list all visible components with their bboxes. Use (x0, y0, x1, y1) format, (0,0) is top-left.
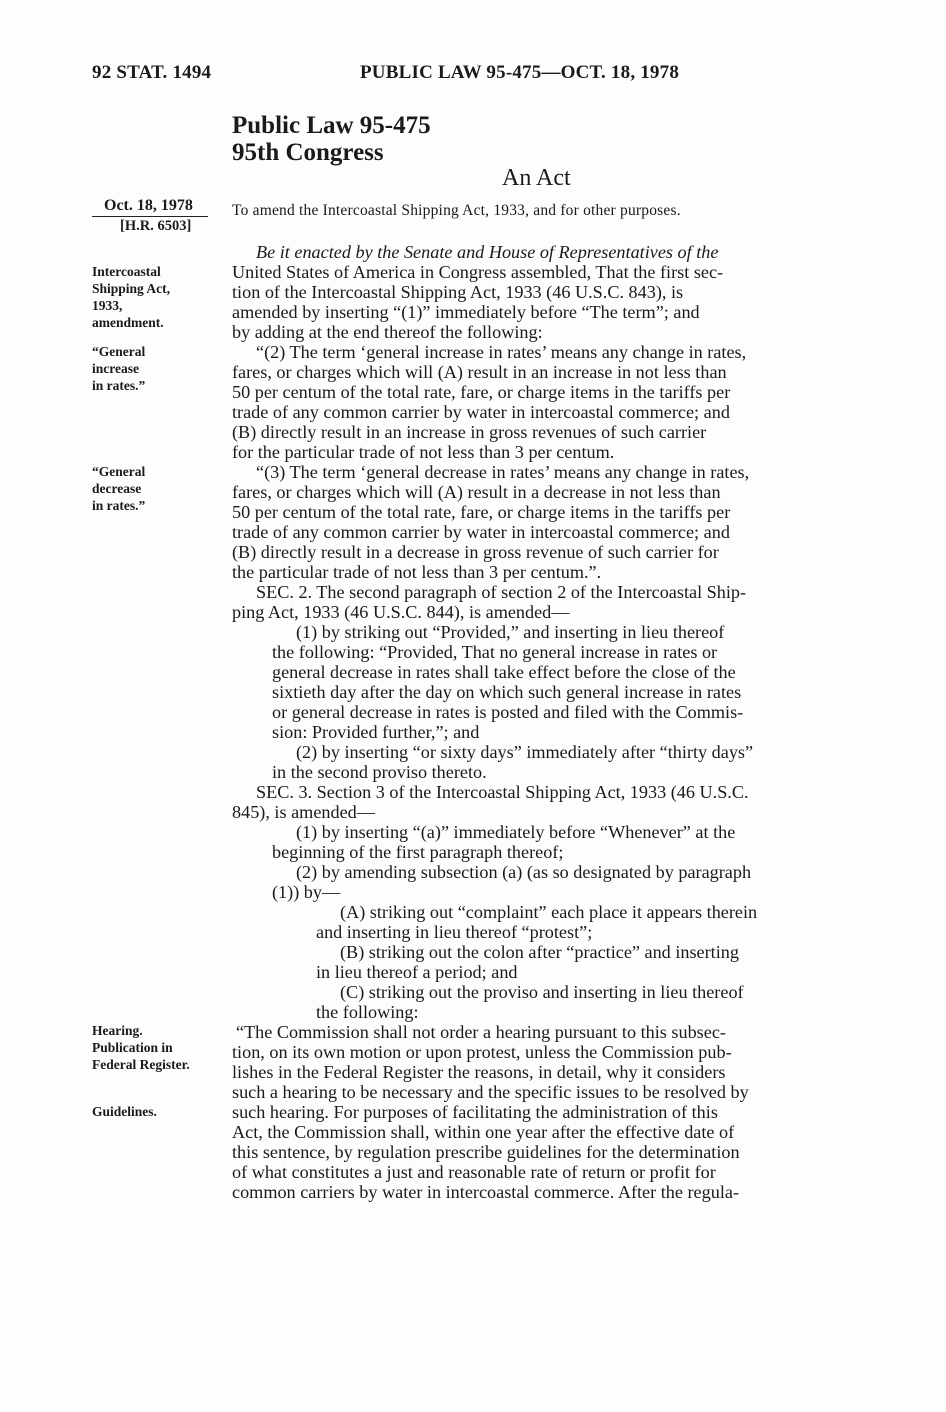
body-line: (B) striking out the colon after “practice” and inserting (340, 942, 739, 962)
body-line: (1)) by— (272, 882, 341, 902)
body-line: sion: Provided further,”; and (272, 722, 480, 742)
body-line: 50 per centum of the total rate, fare, or charge items in the tariffs per (232, 502, 731, 522)
body-line: 845), is amended— (232, 802, 375, 822)
body-line: 50 per centum of the total rate, fare, or charge items in the tariffs per (232, 382, 731, 402)
body-line: such a hearing to be necessary and the specific issues to be resolved by (232, 1082, 749, 1102)
body-line: in the second proviso thereto. (272, 762, 487, 782)
date-rule (92, 216, 208, 217)
body-line: lishes in the Federal Register the reasons, in detail, why it considers (232, 1062, 726, 1082)
body-line: “The Commission shall not order a hearing pursuant to this subsec- (236, 1022, 726, 1042)
body-line: (2) by amending subsection (a) (as so designated by paragraph (296, 862, 752, 882)
body-line: (C) striking out the proviso and inserting in lieu thereof (340, 982, 744, 1002)
body-line: (1) by striking out “Provided,” and inserting in lieu thereof (296, 622, 725, 642)
body-line: fares, or charges which will (A) result in a decrease in not less than (232, 482, 721, 502)
body-line: by adding at the end thereof the following: (232, 322, 543, 342)
margin-note-general-increase: “General increase in rates.” (92, 344, 146, 393)
act-purpose: To amend the Intercoastal Shipping Act, 1933, and for other purposes. (232, 202, 681, 219)
law-number: Public Law 95-475 (232, 112, 431, 139)
margin-note-amendment: Intercoastal Shipping Act, 1933, amendment. (92, 264, 171, 330)
body-line: United States of America in Congress assembled, That the first sec- (232, 262, 724, 282)
bill-number: [H.R. 6503] (120, 218, 192, 234)
body-line: and inserting in lieu thereof “protest”; (316, 922, 593, 942)
body-line: tion of the Intercoastal Shipping Act, 1933 (46 U.S.C. 843), is (232, 282, 684, 302)
body-line: common carriers by water in intercoastal commerce. After the regula- (232, 1182, 740, 1202)
body-line: (1) by inserting “(a)” immediately before “Whenever” at the (296, 822, 736, 842)
margin-note-general-decrease: “General decrease in rates.” (92, 464, 146, 513)
body-line: fares, or charges which will (A) result in an increase in not less than (232, 362, 727, 382)
body-line: such hearing. For purposes of facilitating the administration of this (232, 1102, 718, 1122)
body-line: of what constitutes a just and reasonable rate of return or profit for (232, 1162, 716, 1182)
body-line: (B) directly result in an increase in gross revenues of such carrier (232, 422, 707, 442)
body-line: the following: “Provided, That no general increase in rates or (272, 642, 718, 662)
body-line: this sentence, by regulation prescribe guidelines for the determination (232, 1142, 740, 1162)
body-line: SEC. 3. Section 3 of the Intercoastal Shipping Act, 1933 (46 U.S.C. (256, 782, 749, 802)
running-head: PUBLIC LAW 95-475—OCT. 18, 1978 (360, 62, 680, 83)
body-line: general decrease in rates shall take effect before the close of the (272, 662, 736, 682)
margin-note-hearing: Hearing. Publication in Federal Register. (92, 1023, 190, 1072)
body-line: tion, on its own motion or upon protest, unless the Commission pub- (232, 1042, 732, 1062)
congress-number: 95th Congress (232, 139, 384, 166)
body-line: sixtieth day after the day on which such general increase in rates (272, 682, 742, 702)
body-line: the particular trade of not less than 3 per centum.”. (232, 562, 602, 582)
body-line: SEC. 2. The second paragraph of section 2 of the Intercoastal Ship- (256, 582, 747, 602)
body-line: beginning of the first paragraph thereof; (272, 842, 564, 862)
body-line: for the particular trade of not less than 3 per centum. (232, 442, 615, 462)
body-line: in lieu thereof a period; and (316, 962, 518, 982)
body-line: or general decrease in rates is posted and filed with the Commis- (272, 702, 744, 722)
body-line: Be it enacted by the Senate and House of Representatives of the (256, 242, 719, 262)
margin-note-guidelines: Guidelines. (92, 1104, 157, 1119)
body-line: trade of any common carrier by water in intercoastal commerce; and (232, 402, 730, 422)
body-line: Act, the Commission shall, within one year after the effective date of (232, 1122, 735, 1142)
body-line: ping Act, 1933 (46 U.S.C. 844), is amended— (232, 602, 570, 622)
body-line: trade of any common carrier by water in intercoastal commerce; and (232, 522, 730, 542)
body-line: (B) directly result in a decrease in gross revenue of such carrier for (232, 542, 719, 562)
body-line: (A) striking out “complaint” each place it appears therein (340, 902, 758, 922)
page-stat-citation: 92 STAT. 1494 (92, 62, 212, 83)
act-label: An Act (502, 165, 571, 191)
body-line: the following: (316, 1002, 419, 1022)
body-line: amended by inserting “(1)” immediately before “The term”; and (232, 302, 700, 322)
body-line: (2) by inserting “or sixty days” immediately after “thirty days” (296, 742, 754, 762)
body-line: “(2) The term ‘general increase in rates’ means any change in rates, (256, 342, 747, 362)
enactment-date: Oct. 18, 1978 (104, 197, 193, 214)
body-line: “(3) The term ‘general decrease in rates’ means any change in rates, (256, 462, 750, 482)
